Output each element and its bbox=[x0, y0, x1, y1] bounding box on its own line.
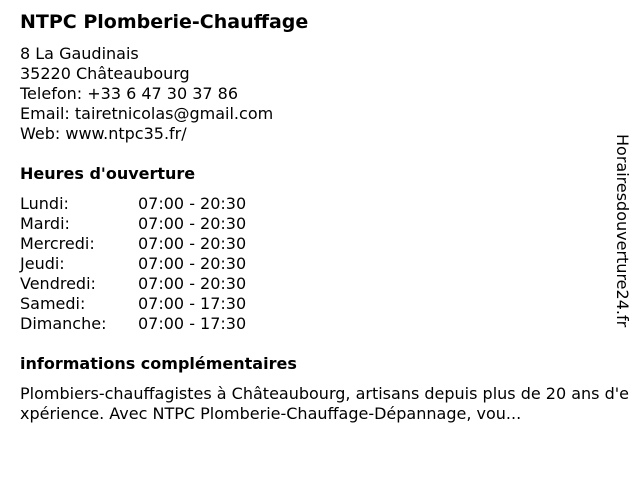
hours-row-saturday bbox=[20, 294, 280, 314]
hours-row-sunday bbox=[20, 314, 280, 334]
hours-row-wednesday bbox=[20, 234, 280, 254]
time-range: 07:00 - 20:30 bbox=[138, 214, 247, 233]
day-label: Jeudi: bbox=[20, 254, 65, 273]
site-brand-vertical: Horairesdouverture24.fr bbox=[613, 134, 632, 328]
info-heading: informations complémentaires bbox=[20, 354, 297, 373]
day-label: Lundi: bbox=[20, 194, 69, 213]
hours-row-tuesday bbox=[20, 214, 280, 234]
time-range: 07:00 - 20:30 bbox=[138, 254, 247, 273]
phone-number: Telefon: +33 6 47 30 37 86 bbox=[20, 84, 239, 103]
time-range: 07:00 - 20:30 bbox=[138, 274, 247, 293]
business-name: NTPC Plomberie-Chauffage bbox=[20, 11, 309, 33]
email-address: Email: tairetnicolas@gmail.com bbox=[20, 104, 274, 123]
contact-block bbox=[20, 44, 273, 144]
day-label: Vendredi: bbox=[20, 274, 96, 293]
time-range: 07:00 - 17:30 bbox=[138, 314, 247, 333]
city-postal: 35220 Châteaubourg bbox=[20, 64, 190, 83]
day-label: Mercredi: bbox=[20, 234, 95, 253]
hours-row-friday bbox=[20, 274, 280, 294]
time-range: 07:00 - 20:30 bbox=[138, 194, 247, 213]
time-range: 07:00 - 20:30 bbox=[138, 234, 247, 253]
hours-row-monday bbox=[20, 194, 280, 214]
day-label: Samedi: bbox=[20, 294, 86, 313]
opening-hours-table bbox=[20, 194, 280, 334]
day-label: Mardi: bbox=[20, 214, 70, 233]
day-label: Dimanche: bbox=[20, 314, 107, 333]
time-range: 07:00 - 17:30 bbox=[138, 294, 247, 313]
hours-heading: Heures d'ouverture bbox=[20, 164, 196, 183]
street-address: 8 La Gaudinais bbox=[20, 44, 139, 63]
business-description: Plombiers-chauffagistes à Châteaubourg, artisans depuis plus de 20 ans d'expérience. Avec NTPC Plomberie-Chauffage-Dépannage, vou... bbox=[20, 384, 629, 423]
hours-row-thursday bbox=[20, 254, 280, 274]
website: Web: www.ntpc35.fr/ bbox=[20, 124, 187, 143]
